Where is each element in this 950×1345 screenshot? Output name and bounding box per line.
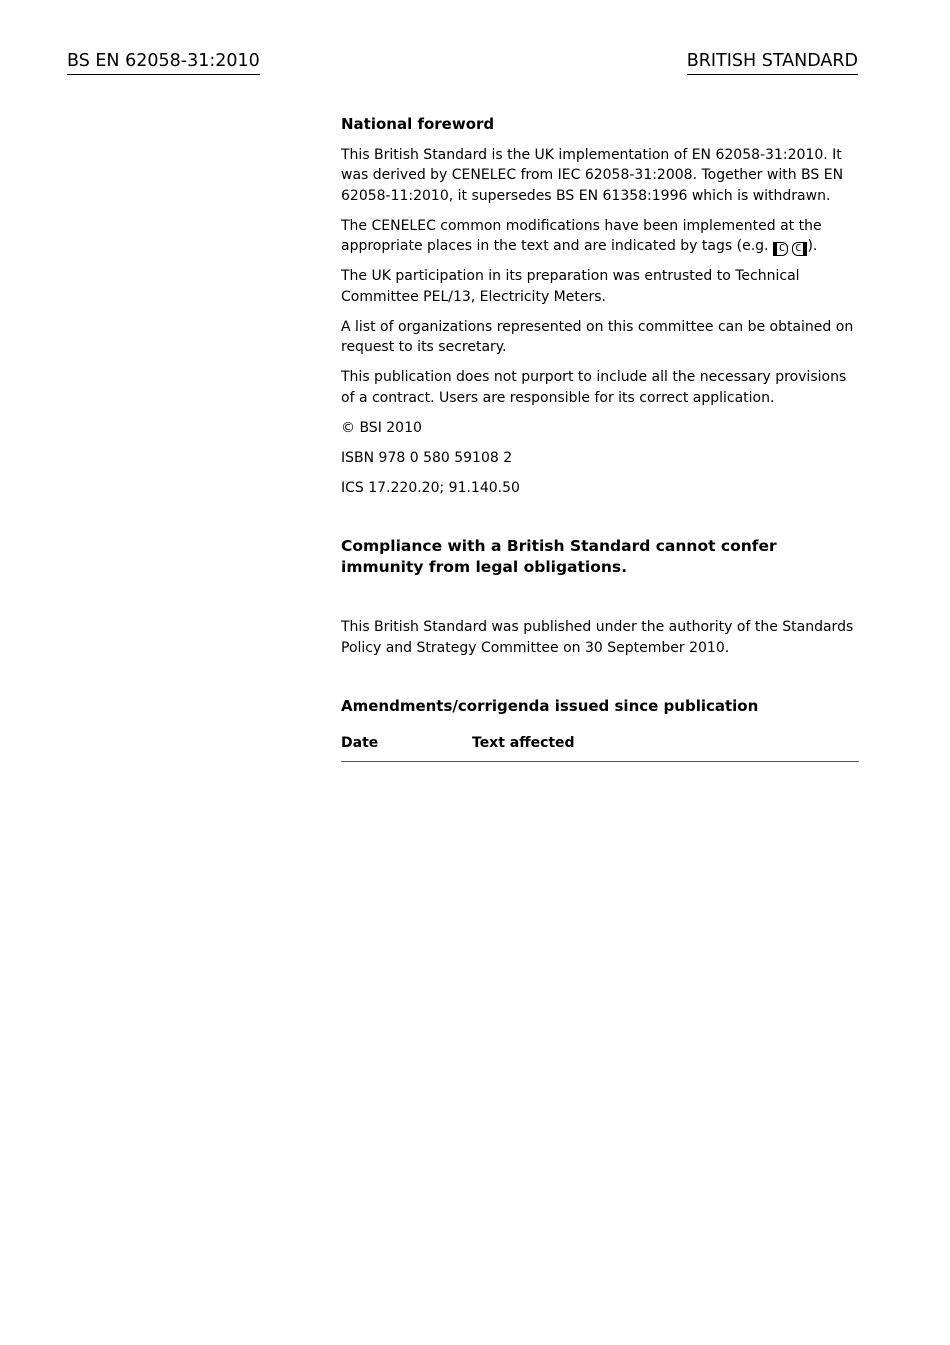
foreword-title: National foreword bbox=[341, 115, 495, 133]
compliance-statement: Compliance with a British Standard cannot confer immunity from legal obligations. bbox=[341, 537, 777, 576]
foreword-p2 bbox=[341, 216, 859, 257]
amendments-table-header bbox=[341, 733, 859, 763]
foreword-p2-end: ). bbox=[807, 238, 818, 254]
foreword-p5: This publication does not purport to include all the necessary provisions of a contract. Users are responsible for its correct application. bbox=[341, 369, 847, 406]
copyright: © BSI 2010 bbox=[341, 419, 422, 436]
publication-statement: This British Standard was published under the authority of the Standards Policy and Strategy Committee on 30 September 2010. bbox=[341, 619, 854, 656]
foreword-p1: This British Standard is the UK implementation of EN 62058-31:2010. It was derived by CENELEC from IEC 62058-31:2008. Together with BS EN 62058-11:2010, it supersedes BS EN 61358:1996 which is withdrawn. bbox=[341, 146, 844, 204]
amendments-title: Amendments/corrigenda issued since publication bbox=[341, 697, 759, 715]
foreword-p2-text: The CENELEC common modifications have been implemented at the appropriate places in the text and are indicated by tags (e.g. bbox=[341, 217, 822, 254]
tag-open-icon: C bbox=[773, 242, 788, 256]
document-id: BS EN 62058-31:2010 bbox=[67, 50, 260, 75]
foreword-p3: The UK participation in its preparation was entrusted to Technical Committee PEL/13, Electricity Meters. bbox=[341, 268, 800, 305]
foreword-p4: A list of organizations represented on this committee can be obtained on request to its secretary. bbox=[341, 318, 854, 355]
column-text-affected: Text affected bbox=[472, 734, 575, 751]
column-date: Date bbox=[341, 734, 379, 751]
isbn: ISBN 978 0 580 59108 2 bbox=[341, 449, 513, 466]
national-foreword bbox=[341, 114, 859, 762]
standard-type: BRITISH STANDARD bbox=[687, 50, 858, 75]
tag-close-icon: C bbox=[792, 242, 807, 256]
ics: ICS 17.220.20; 91.140.50 bbox=[341, 479, 520, 496]
